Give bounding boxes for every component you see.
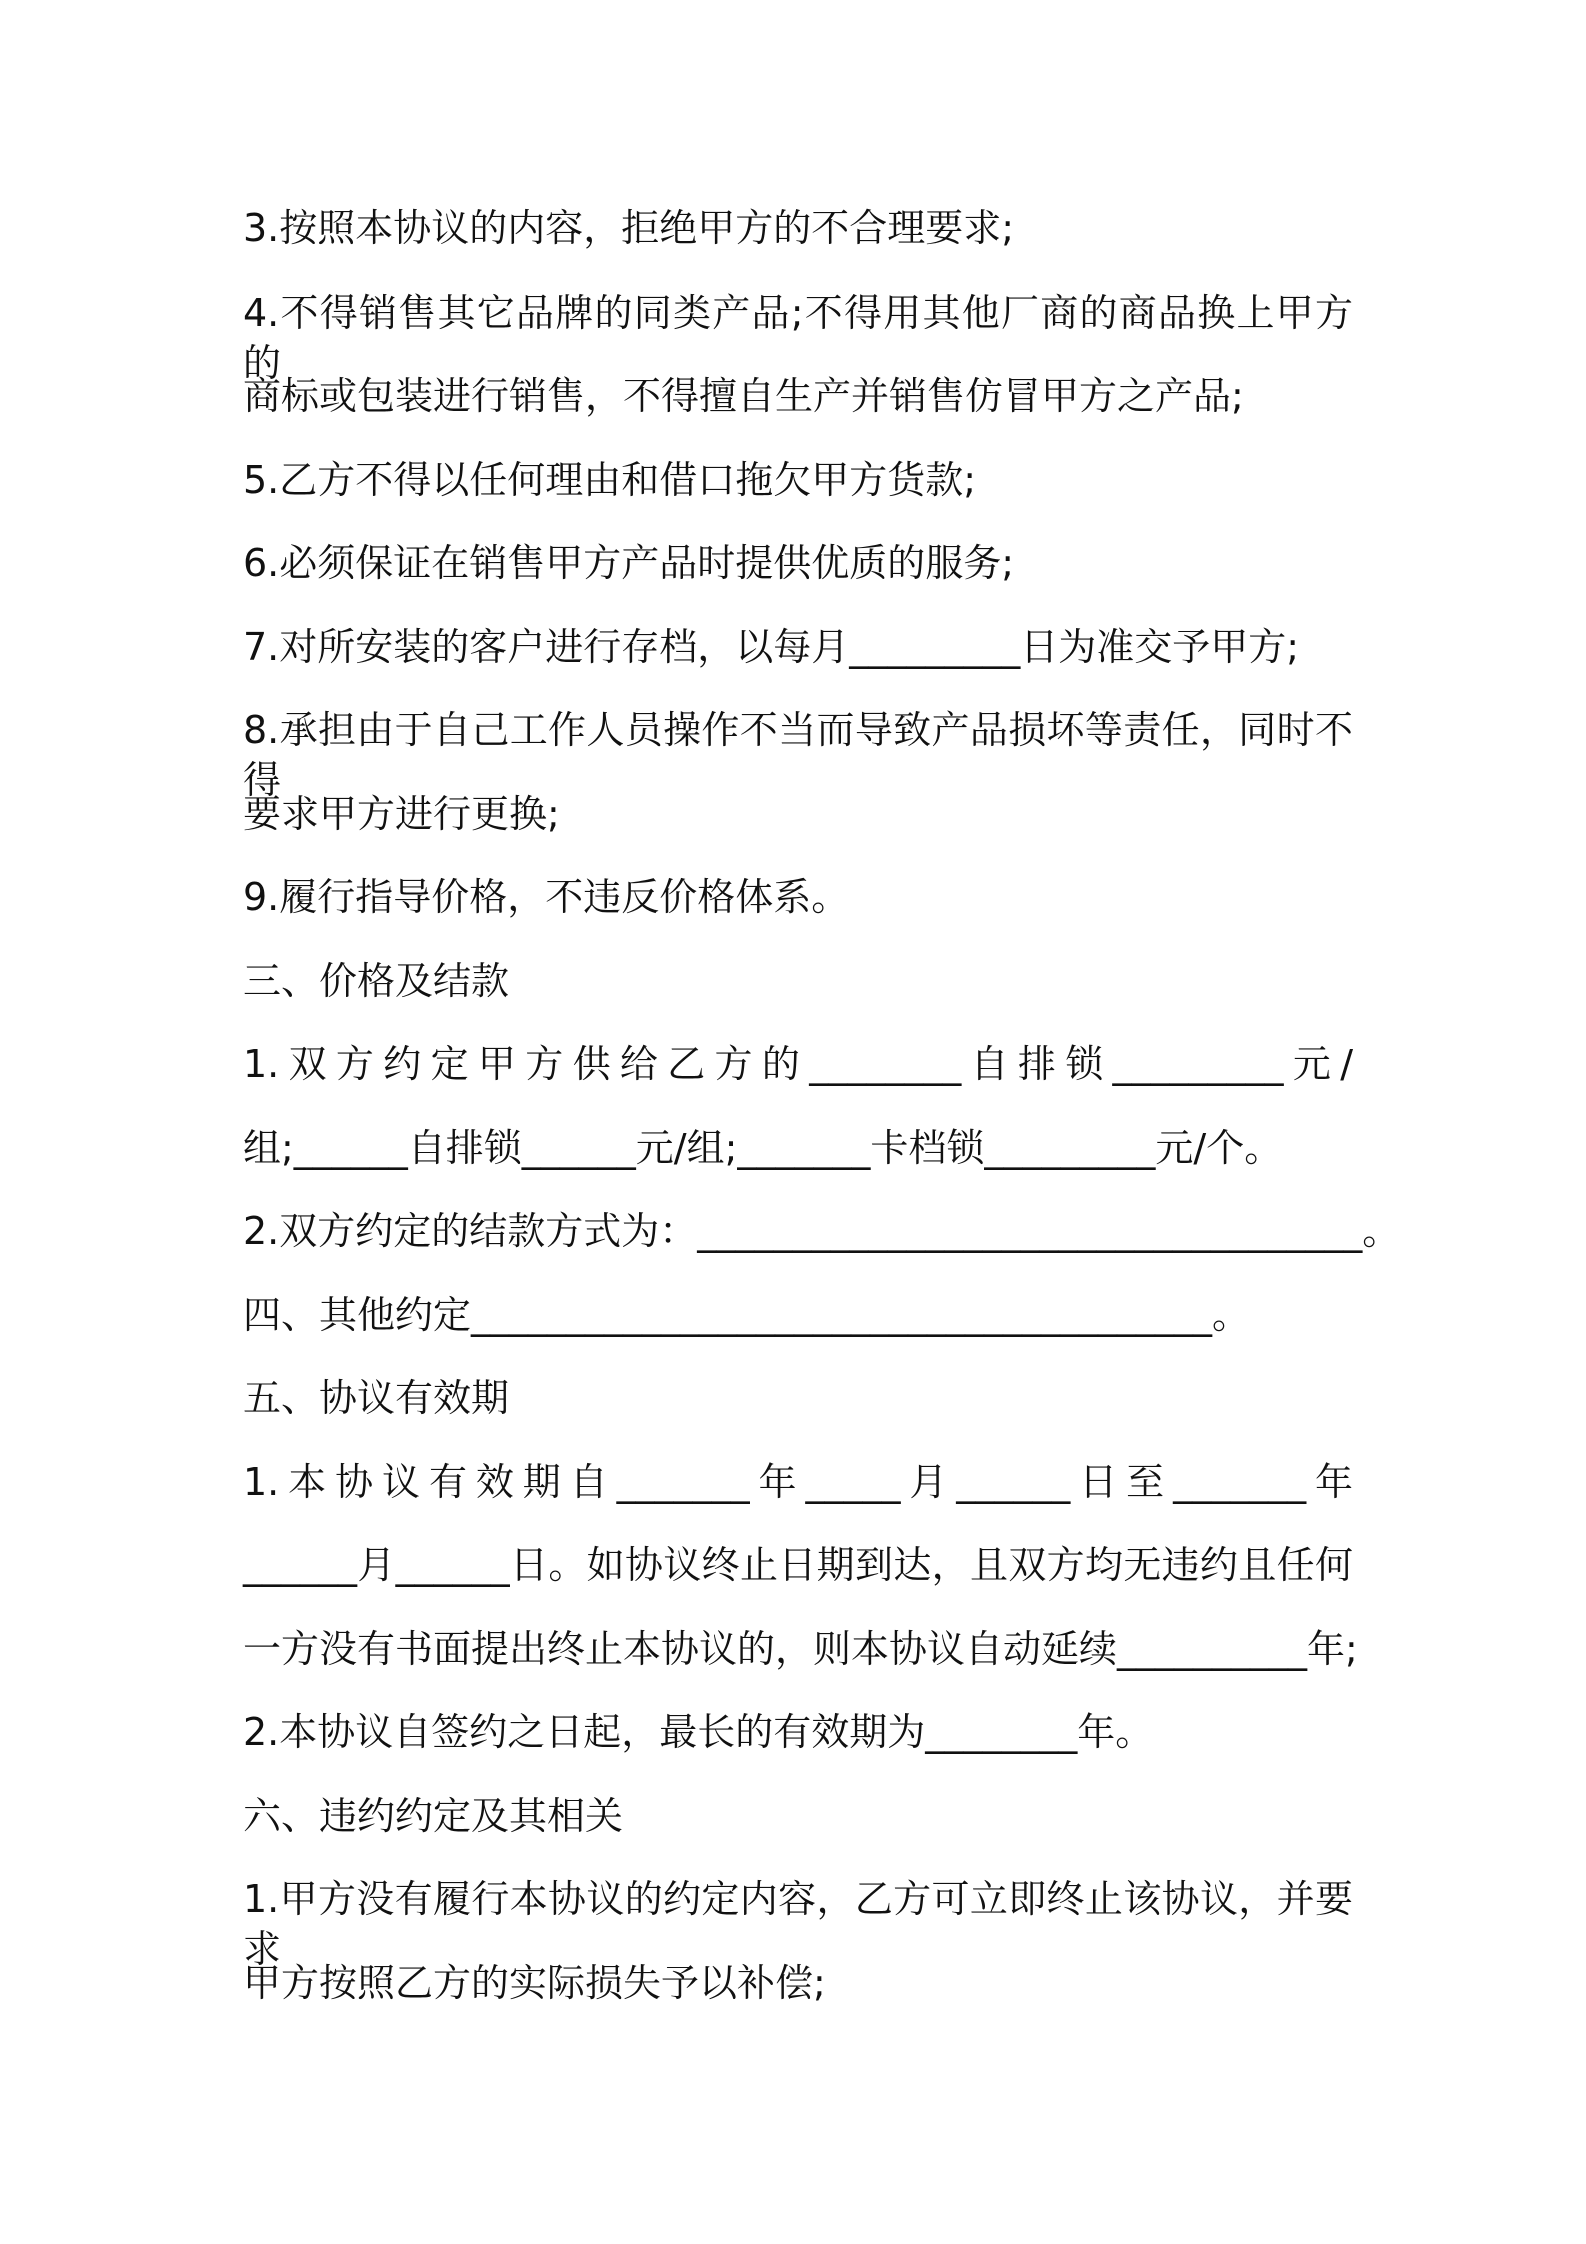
text-line-clause-7: 7.对所安装的客户进行存档，以每月_________日为准交予甲方; <box>243 625 1300 669</box>
text-line-clause-9: 9.履行指导价格，不违反价格体系。 <box>243 875 850 919</box>
text-line-validity-1-cont: ______月______日。如协议终止日期到达，且双方均无违约且任何 <box>243 1543 1353 1587</box>
text-line-clause-5: 5.乙方不得以任何理由和借口拖欠甲方货款; <box>243 458 977 502</box>
text-line-breach-1-cont: 甲方按照乙方的实际损失予以补偿; <box>243 1961 826 2005</box>
text-line-price-1: 1.双方约定甲方供给乙方的________自排锁_________元/ <box>243 1042 1353 1086</box>
text-line-validity-1-cont2: 一方没有书面提出终止本协议的，则本协议自动延续__________年; <box>243 1627 1358 1671</box>
section-heading-validity: 五、协议有效期 <box>243 1376 510 1420</box>
text-line-price-1-cont: 组;______自排锁______元/组;_______卡档锁_________元/个。 <box>243 1126 1283 1170</box>
section-heading-price: 三、价格及结款 <box>243 959 510 1003</box>
text-line-breach-1: 1.甲方没有履行本协议的约定内容，乙方可立即终止该协议，并要求 <box>243 1877 1353 1971</box>
text-line-clause-4: 4.不得销售其它品牌的同类产品;不得用其他厂商的商品换上甲方的 <box>243 291 1353 385</box>
text-line-clause-6: 6.必须保证在销售甲方产品时提供优质的服务; <box>243 541 1015 585</box>
text-line-clause-8: 8.承担由于自己工作人员操作不当而导致产品损坏等责任，同时不得 <box>243 708 1353 802</box>
text-line-validity-2: 2.本协议自签约之日起，最长的有效期为________年。 <box>243 1710 1154 1754</box>
text-line-clause-4-cont: 商标或包装进行销售，不得擅自生产并销售仿冒甲方之产品; <box>243 374 1244 418</box>
text-line-price-2: 2.双方约定的结款方式为：___________________________________。 <box>243 1209 1401 1253</box>
text-line-validity-1: 1.本协议有效期自_______年_____月______日至_______年 <box>243 1460 1353 1504</box>
section-heading-breach: 六、违约约定及其相关 <box>243 1794 624 1838</box>
text-line-clause-3: 3.按照本协议的内容，拒绝甲方的不合理要求; <box>243 206 1015 250</box>
text-line-clause-8-cont: 要求甲方进行更换; <box>243 792 560 836</box>
section-heading-other: 四、其他约定_______________________________________。 <box>243 1293 1251 1337</box>
